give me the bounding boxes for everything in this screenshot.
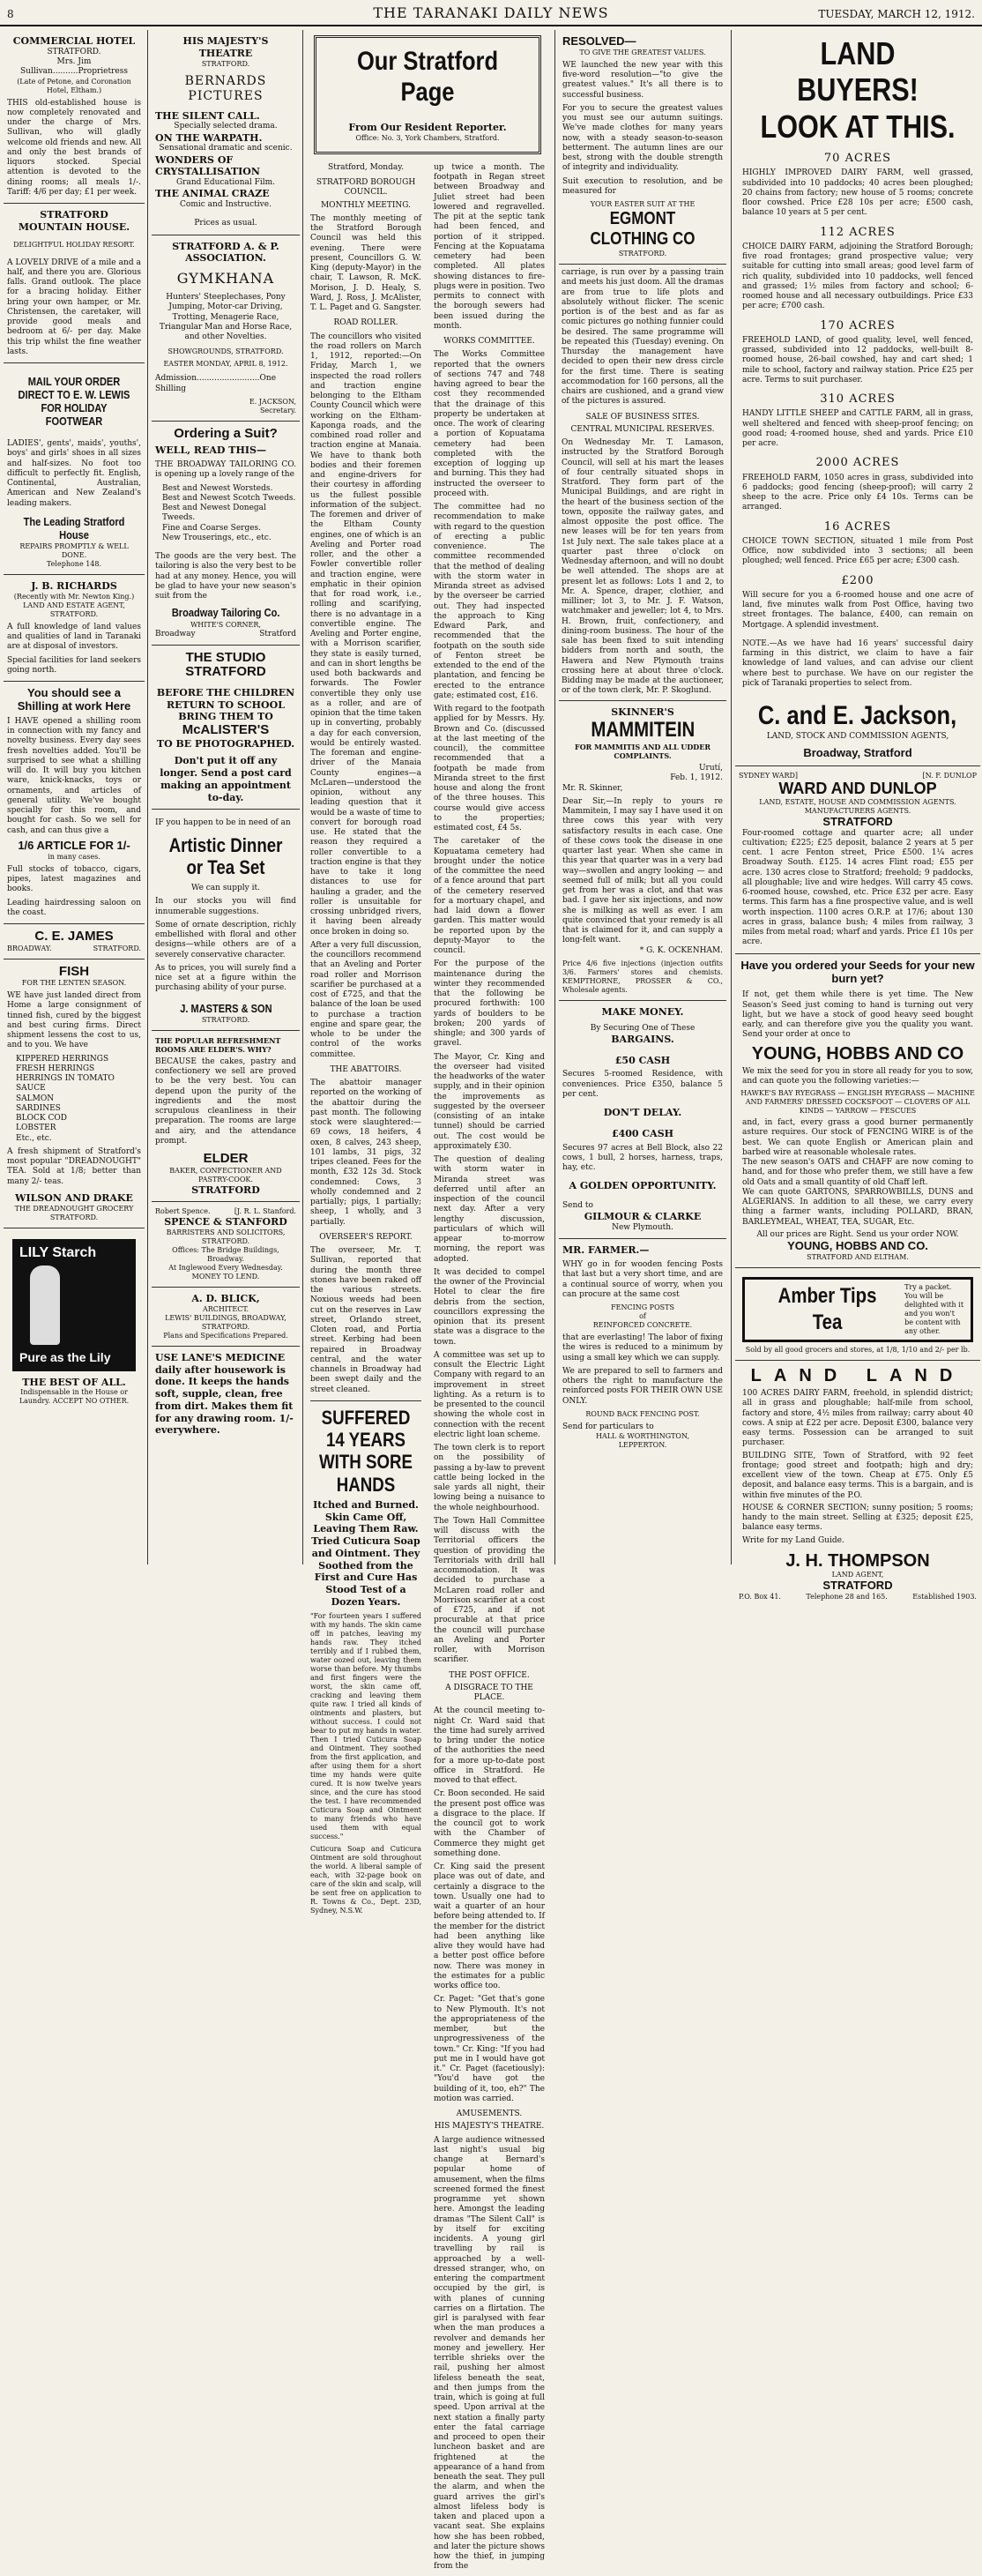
programme-item: Grand Educational Film.	[175, 178, 276, 187]
young-text4: The new season's OATS and CHAFF are now coming to hand, and for those who prefer them, we still have a few old Oats and a small quantity of old Chaff left.	[742, 1158, 973, 1187]
suit-text: THE BROADWAY TAILORING CO. is opening up a lovely range of the	[155, 460, 296, 480]
thompson-ad	[735, 1361, 980, 1607]
jackson-sub: LAND, STOCK AND COMMISSION AGENTS,	[766, 731, 949, 741]
fish-item: SARDINES	[16, 1103, 61, 1113]
fish-item: BLOCK COD	[16, 1114, 67, 1124]
fish-item: LOBSTER	[16, 1124, 56, 1133]
spence-money: MONEY TO LEND.	[191, 1273, 260, 1281]
spence-at: At Inglewood Every Wednesday.	[168, 1264, 283, 1273]
money-h: Secures 97 acres at Bell Block, also 22 cows, 1 bull, 2 horses, harness, traps, hay, etc.	[562, 1143, 723, 1173]
cuticura-sub: Itched and Burned. Skin Came Off, Leaving Them Raw. Tried Cuticura Soap and Ointment. They Soothed from the First and Cure Has Stood Test of a Dozen Years.	[311, 1498, 420, 1608]
money-k: GILMOUR & CLARKE	[584, 1211, 702, 1223]
land-buyers-title: LAND BUYERS! LOOK AT THIS.	[760, 35, 956, 145]
lewis-shop: The Leading Stratford House	[23, 514, 125, 541]
mammitein-price: Price 4/6 five injections (injection outfits 3/6. Farmers' stores and chemists. KEMPTHORNE, PROSSER & CO., Wholesale agents.	[562, 959, 723, 994]
thompson-b: BUILDING SITE, Town of Stratford, with 92 feet frontage; good street and footpath; high and dry; excellent view of the town. Cheap at £75. Only £5 deposit, and balance easy terms. This is a bargain, and is within five minutes of the P.O.	[742, 1451, 973, 1500]
farmer-title: MR. FARMER.—	[562, 1244, 650, 1257]
egmont-name: EGMONT CLOTHING CO	[590, 209, 696, 250]
cuticura-title: SUFFERED 14 YEARS WITH SORE HANDS	[319, 1406, 413, 1496]
article-para: On Wednesday Mr. T. Lamason, instructed by the Stratford Borough Council, will sell at his mart the leases of four centrally situated shops in Stratford. They form part of the Municipal Buildings, and are right in the heart of the business section of the town, opposite the railway gates, and almost opposite the post office. The new leases will be for ten years from 1st July next. The sale takes place at a quarter past three o'clock on Wednesday afternoon, and will no doubt be well attended. The shops are at present let as follows: Lots 1 and 2, to Mr. A. Spence, draper, clothier, and milliner; lot 3, to Mr. J. F. Watson, watchmaker and jeweller; lot 4, to Mrs. H. Brown, fruit, confectionery, and dining-room business. The hour of the sale has been fixed to suit intending bidders from north and south, the Hawera and New Plymouth trains crossing here at about three o'clock. Bidding may be made at the auctioneer, or of the town clerk, Mr. P. Skoglund.	[562, 438, 724, 696]
young-name2: YOUNG, HOBBS AND CO.	[787, 1239, 928, 1253]
column-rule	[554, 30, 555, 1564]
programme-item: WONDERS OF CRYSTALLISATION	[155, 153, 260, 178]
james-right: STRATFORD.	[93, 944, 141, 952]
young-text5: We can quote GARTONS, SPARROWBILLS, DUNS and ALGERIANS. In addition to all these, we carry every thing a farmer wants, including POLLARD, BRAN, BARLEYMEAL, WHEAT, TEA, SUGAR, Etc.	[742, 1187, 973, 1227]
ward-left: SYDNEY WARD]	[739, 771, 798, 780]
lot-heading: £200	[841, 573, 874, 587]
masthead	[0, 0, 982, 26]
richards-special: Special facilities for land seekers going north.	[7, 655, 141, 675]
lot-text: CHOICE TOWN SECTION, situated 1 mile from Post Office, now subdivided into 3 sections; all been ploughed; well fenced. Price £65 per acre; £300 cash.	[742, 536, 973, 566]
farmer-text3: We are prepared to sell to farmers and others the right to manufacture the reinforced posts FOR THEIR OWN USE ONLY.	[562, 1366, 723, 1406]
lily-starch-ad	[4, 1228, 145, 1412]
spence-stanford-ad	[152, 1202, 300, 1288]
lot-text: CHOICE DAIRY FARM, adjoining the Stratford Borough; five road frontages; grand prospective value; very suitable for cutting into small areas; good level farm of rich quality, subdivided into 10 paddocks, well fenced and grassed; 1½ miles from factory and school; 6-roomed house and all necessary outbuildings. Price £33 per acre; £700 cash.	[742, 242, 973, 311]
shilling-room-ad	[4, 682, 145, 924]
skinner-head: SKINNER'S	[611, 706, 674, 718]
article-para: With regard to the footpath applied for by Messrs. Hy. Brown and Co. (discussed at the last meeting of the council), the committee recommended that a footpath be made from Miranda street to the first house and along the front of the three houses. This course would give access to the properties; estimated cost, £4 5s.	[434, 705, 545, 833]
column-rule	[147, 30, 148, 1564]
cuticura-text2: Cuticura Soap and Cuticura Ointment are sold throughout the world. A liberal sample of each, with 32-page book on care of the skin and scalp, will be sent free on application to R. Towns & Co., Dept. 23D, Sydney, N.S.W.	[310, 1844, 421, 1915]
resolved-text3: Suit execution to resolution, and be measured for	[562, 176, 723, 196]
studio-a: BEFORE THE CHILDREN RETURN TO SCHOOL BRING THEM TO	[156, 686, 295, 723]
article-para: The councillors who visited the road rollers on March 1, 1912, reported:—On Friday, March 1, we inspected the road rollers and traction engine belonging to the Eltham County Council which were working on the Eltham-Kaponga roads, and the combined road roller and traction engine at Manaia. We have to thank both bodies and their foremen and engine-drivers for their courtesy in affording us the fullest possible information of the subject. The foremen and driver of the Eltham County engines, one of which is an Aveling and Porter road roller, and the other a Fowler convertible roller and traction engine, were emphatic in their opinion that for road work, i.e., rolling and scarifying, there is no advantage in a convertible engine. The Aveling and Porter engine, with a Morrison scarifier, they state is easily turned, and can in short lengths be used both backwards and forwards. The Fowler convertible they only use as a roller, and are of opinion that the time taken up in converting, probably a day for each conversion, would be entirely wasted. The foreman and engine-driver of the Manaia County engines—a McLaren—understood the opinion, without any leading question that it would be a waste of time to convert for borough road use. He stated that the reason they required a roller convertible to a traction engine is that they have to take it long distances to use for hauling a grader, and the roller is unsuitable for crossing unbridged rivers, it having been already once broken in doing so.	[310, 332, 421, 937]
article-para: For the purpose of the maintenance during the winter they recommended that the following be procured forthwith: 100 yards of boulders to be broken; 200 yards of shingle; and 300 yards of gravel.	[434, 959, 545, 1049]
young-place: STRATFORD AND ELTHAM.	[807, 1253, 909, 1262]
cuticura-ad	[310, 1400, 421, 1915]
money-d: £50 CASH	[614, 1054, 671, 1066]
blick-ad	[152, 1288, 300, 1347]
elder-place: STRATFORD	[191, 1183, 260, 1196]
newspaper-title: THE TARANAKI DAILY NEWS	[373, 4, 609, 21]
blick-plans: Plans and Specifications Prepared.	[163, 1331, 288, 1340]
farmer-text2: that are everlasting! The labor of fixing the wires is reduced to a minimum by using a small key which we can supply.	[562, 1333, 723, 1363]
spence-offices: Offices: The Bridge Buildings, Broadway.	[172, 1246, 279, 1264]
money-i: A GOLDEN OPPORTUNITY.	[569, 1180, 717, 1192]
article-para: It was decided to compel the owner of the Provincial Hotel to clear the fire debris from the section, councillors expressing the opinion that its present state was a disgrace to the town.	[434, 1267, 545, 1347]
ward-dunlop-ad	[735, 766, 980, 954]
mammitein-name: MAMMITEIN	[591, 718, 695, 743]
elder-name: ELDER	[203, 1151, 249, 1167]
elder-text: BECAUSE the cakes, pastry and confectionery we sell are proved to be the very best. You can depend upon the purity of the ingredients and the most scrupulous cleanliness in their preparation. The rooms are large and airy, and the attendance prompt.	[155, 1057, 296, 1146]
fish-item: HERRINGS IN TOMATO SAUCE	[16, 1074, 115, 1094]
article-para: The abattoir manager reported on the working of the abattoir during the past month. The following stock were slaughtered:—69 cows, 18 heifers, 4 oxen, 8 calves, 243 sheep, 101 lambs, 31 pigs, 32 tripes cleaned. Fees for the month, £32 12s 3d. Stock condemned: Cows, 3 wholly condemned and 2 partially; pigs, 1 partially; sheep, 1 wholly, and 3 partially.	[310, 1079, 421, 1227]
hotel-place: STRATFORD.	[47, 47, 101, 56]
fish-ad	[4, 959, 145, 1228]
gymkhana-where: SHOWGROUNDS, STRATFORD.	[167, 347, 284, 356]
dateline: Stratford, Monday.	[328, 162, 404, 172]
lot-heading: 310 ACRES	[820, 392, 896, 407]
resolved-text2: For you to secure the greatest values you must see our autumn suitings. We've made clothes for many years now, with a steady season-to-season betterment. The autumn lines are our best, strong with the double strength of integrity and individuality.	[562, 103, 723, 173]
lot-heading: 16 ACRES	[823, 519, 892, 534]
mountain-name: STRATFORD MOUNTAIN HOUSE.	[18, 209, 130, 233]
richards-role: LAND AND ESTATE AGENT,	[23, 601, 125, 609]
article-para: The committee had no recommendation to make with regard to the question of erecting a public convenience. The committee recommended that the method of dealing with the storm water in Miranda street as advised by the overseer be carried out. They had inspected the approach to King Edward Park, and recommended that the footpath on the south side of Fenton street be extended to the end of the plantation, and fencing be erected to the entrance gate; estimated cost, £16.	[434, 503, 545, 700]
sale-heading: SALE OF BUSINESS SITES.	[585, 412, 700, 422]
masters-lead: IF you happen to be in need of an	[155, 818, 291, 828]
suit-shop: Broadway Tailoring Co.	[171, 606, 280, 620]
lewis-footwear-ad	[4, 363, 145, 575]
gymkhana-secretary: E. JACKSON,	[249, 397, 296, 406]
page-number: 8	[7, 8, 14, 20]
money-l: New Plymouth.	[612, 1223, 673, 1233]
james-left: BROADWAY.	[7, 944, 52, 952]
farmer-b: of	[639, 1312, 646, 1321]
article-para: The caretaker of the Kopuatama cemetery had brought under the notice of the committee the need of a fence around that part of the cemetery reserved for a mortuary chapel, and had laid down a flower garden. This matter would be reported upon by the deputy-Mayor to the council.	[434, 837, 545, 955]
lane-medicine-ad	[152, 1347, 300, 1442]
money-j: Send to	[562, 1201, 593, 1211]
theatre-prices: Prices as usual.	[194, 219, 257, 228]
thompson-title: LAND LAND	[750, 1366, 965, 1386]
reserves-heading: CENTRAL MUNICIPAL RESERVES.	[570, 424, 715, 434]
theatre-place: STRATFORD.	[201, 59, 250, 68]
shilling-stock: Full stocks of tobacco, cigars, pipes, latest magazines and books.	[7, 864, 141, 894]
lot-heading: 112 ACRES	[820, 225, 896, 239]
thompson-name: J. H. THOMPSON	[785, 1550, 930, 1571]
thompson-a: 100 ACRES DAIRY FARM, freehold, in splendid district; all in grass and ploughable; half-mile from school, factory and store, 4½ miles from railway; carry about 40 cows. A snip at £22 per acre. Deposit £300, balance very easy terms. Possession can be arranged to suit purchaser.	[742, 1389, 973, 1448]
fish-list	[16, 1055, 141, 1144]
hotel-proprietor: Mrs. Jim Sullivan..........Proprietress	[20, 57, 128, 77]
lot-heading: 70 ACRES	[823, 152, 892, 166]
article-para: A committee was set up to consult the Electric Light Company with regard to an improvement in street lighting. As a return is to be presented to the council showing the whole cost in connection with the recent electric light loan scheme.	[434, 1350, 545, 1439]
amusements-heading: AMUSEMENTS.	[456, 2109, 523, 2118]
suit-item: Fine and Coarse Serges.	[162, 523, 262, 533]
elder-sub: BAKER, CONFECTIONER AND PASTRY-COOK.	[169, 1166, 282, 1183]
lot-text: HANDY LITTLE SHEEP and CATTLE FARM, all in grass, well sheltered and fenced with sheep-proof fencing; on good road; 4-roomed house, shed and yards. Price £10 per acre.	[742, 409, 973, 449]
farmer-a: FENCING POSTS	[611, 1303, 674, 1312]
fish-shop-sub: THE DREADNOUGHT GROCERY	[14, 1204, 134, 1213]
article-para: The monthly meeting of the Stratford Borough Council was held this evening. There were present, Councillors G. W. King (deputy-Mayor) in the chair, T. Lawson, R. McK. Morison, J. D. Healy, S. Ward, J. Ross, J. McAlister, T. L. Paget and G. Sangster.	[310, 213, 421, 312]
studio-name: McALISTER'S	[182, 722, 270, 737]
studio-c: Don't put it off any longer. Send a post card making an appointment to-day.	[160, 755, 292, 803]
column-rule	[302, 30, 303, 1564]
suit-title: Ordering a Suit?	[174, 425, 278, 441]
theatre-name: HIS MAJESTY'S THEATRE	[182, 35, 269, 59]
spence-sub: BARRISTERS AND SOLICITORS, STRATFORD.	[166, 1228, 286, 1246]
fish-sub: FOR THE LENTEN SEASON.	[21, 979, 127, 988]
article-para: The Mayor, Cr. King and the overseer had visited the headworks of the water supply, and in their opinion the improvements as suggested by the overseer (consisting of an intake tunnel) should be carried out. The cost would be approximately £30.	[434, 1052, 545, 1151]
spence-name: SPENCE & STANFORD	[164, 1216, 287, 1228]
article-para: up twice a month. The footpath in Regan street between Broadway and Juliet street had been lowered and regravelled. The pit at the septic tank had been fenced, and portion of it stripped. Fencing at the Kopuatama cemetery had been completed. All plates showing distances to fire-plugs were in position. Two permits to connect with the borough sewers had been issued during the month.	[434, 162, 545, 331]
woman-figure-icon	[30, 1266, 60, 1345]
article-para: The town clerk is to report on the possibility of passing a by-law to prevent cattle being locked in the sale yards all night, their lowing being a nuisance to the whole neighbourhood.	[434, 1444, 545, 1512]
lewis-text: LADIES', gents', maids', youths', boys' and girls' shoes in all sizes and half-sizes. No foot too difficult to perfectly fit. English, Continental, Australian, American and New Zealand's leading makers.	[7, 439, 141, 508]
lot-heading: 170 ACRES	[820, 318, 896, 332]
post-office-subheading: A DISGRACE TO THE PLACE.	[445, 1683, 533, 1702]
richards-sub: (Recently with Mr. Newton King.)	[13, 592, 135, 601]
suit-item: Best and Newest Donegal Tweeds.	[162, 504, 266, 523]
column-1	[4, 30, 145, 1564]
farmer-f: HALL & WORTHINGTON,	[595, 1432, 690, 1441]
mammitein-text: Dear Sir,—In reply to yours re Mammitein, I may say I have used it on three cows this year with very satisfactory results in each case. One of these cows took the disease in one quarter last year. When she came in this year that quarter was in a very bad way—swollen and angry looking — and seemed full of milk; but all you could get from her was a clot, and that was bad. I gave her six injections, and now she is milking as well as ever. I am quite convinced that your remedy is all that is claimed for it, and can supply a long-felt want.	[562, 796, 723, 945]
ward-sub2: MANUFACTURERS AGENTS.	[804, 806, 911, 815]
gymkhana-org: STRATFORD A. & P. ASSOCIATION.	[172, 240, 279, 265]
fish-item: KIPPERED HERRINGS	[16, 1054, 109, 1064]
programme-item: Comic and Instructive.	[180, 200, 272, 209]
commercial-hotel-ad	[4, 30, 145, 204]
article-para: carriage, is run over by a passing train and meets his just doom. All the dramas are from true to life plots and absolutely without flicker. The scenic portion is of the best and as far as comic pictures go nothing funnier could be desired. The same programme will be repeated this (Tuesday) evening. On Thursday the management have decided to open their new dress circle for the first time. There is seating accommodation for 160 persons, all the chairs are cushioned, and a grand view of the pictures is assured.	[562, 268, 724, 407]
fish-item: SALMON	[16, 1094, 55, 1103]
banner-reporter: From Our Resident Reporter.	[348, 122, 507, 133]
studio-ad	[152, 646, 300, 810]
young-text3: and, in fact, every grass a good burner permanently asture requires. Our stock of FENCING WIRE is of the best. We can quote English or American plain and barbed wire at reasonable wholesale rates.	[742, 1118, 973, 1157]
gymkhana-text: Hunters' Steeplechases, Pony Jumping, Motor-car Driving, Trotting, Menagerie Race, Triangular Man and Horse Race, and other Novelties.	[159, 293, 293, 341]
money-b: By Securing One of These	[590, 1023, 696, 1033]
lot-text: FREEHOLD LAND, of good quality, level, well fenced, grassed, subdivided into 12 paddocks, well-built 8-roomed house, 26-bail cowshed, hay and cart shed; 1 mile to school, factory and railway station. Price £25 per acre. Terms to suit purchaser.	[742, 335, 973, 385]
amber-tips-ad	[735, 1268, 980, 1361]
column-2	[152, 30, 300, 1564]
young-text: If not, get them while there is yet time. The New Season's Seed just coming to hand is turning out very light, but we have a stock of good heavy seed bought early, and can therefore give you the quality you want. Send your order at once to	[742, 990, 973, 1040]
lily-top: LILY Starch	[19, 1244, 97, 1260]
masters-place: STRATFORD.	[201, 1015, 250, 1024]
thompson-role: LAND AGENT,	[831, 1570, 884, 1579]
james-ad	[4, 924, 145, 959]
james-name: C. E. JAMES	[34, 929, 114, 945]
overseer-heading: OVERSEER'S REPORT.	[319, 1232, 413, 1242]
suit-item: New Trouserings, etc., etc.	[162, 533, 272, 542]
richards-place: STRATFORD.	[49, 609, 99, 618]
meeting-heading: MONTHLY MEETING.	[320, 200, 412, 210]
suit-text2: The goods are the very best. The tailoring is also the very best to be had at any money. Hence, you will be glad to have your new season's suit from the	[155, 552, 296, 601]
suit-list	[162, 484, 296, 544]
hotel-previous: (Late of Petone, and Coronation Hotel, Eltham.)	[17, 77, 131, 94]
masters-text2: Some of ornate description, richly embellished with floral and other designs—while others are of a severely conservative character.	[155, 920, 296, 959]
masters-ad	[152, 810, 300, 1031]
hotel-text: THIS old-established house is now completely renovated and under the charge of Mrs. Sullivan, who will gladly welcome old friends and new. All and only the best brands of liquors stocked. Special attention is devoted to the dining rooms; all meals 1/-. Tariff: 4/6 per day; £1 per week.	[7, 98, 141, 197]
suit-left: Broadway	[155, 629, 196, 638]
article-para: At the council meeting to-night Cr. Ward said that the time had surely arrived to bring under the notice of the authorities the need for a more up-to-date post office in Stratford. He moved to that effect.	[434, 1706, 545, 1785]
article-right	[431, 160, 547, 2576]
jackson-place: Broadway, Stratford	[803, 745, 912, 759]
cuticura-text: "For fourteen years I suffered with my hands. The skin came off in patches, leaving my hands raw. They itched terribly and if I rubbed them, water oozed out, leaving them worse than before. My thumbs and first fingers were the worst, the skin came off, cracking and leaving them quite raw. I tried all kinds of ointments and plasters, but without success. I could not bear to put my hands in water. Then I tried Cuticura Soap and Ointment. They soothed from the first application, and after using them for a short time my hands were quite cured. It is now twelve years since, and the cure has stood the test. I have recommended Cuticura Soap and Ointment to many friends who have used them with equal success."	[310, 1611, 421, 1841]
lily-bottom: Pure as the Lily	[19, 1350, 111, 1365]
land-buyers-ad	[735, 30, 980, 766]
mammitein-ad	[559, 700, 726, 1001]
young-name: YOUNG, HOBBS AND CO	[751, 1043, 964, 1064]
elder-ad	[152, 1031, 300, 1203]
lily-tag: THE BEST OF ALL.	[22, 1376, 126, 1388]
thompson-established: Established 1903.	[912, 1592, 977, 1601]
programme-item: Specially selected drama.	[174, 122, 278, 131]
mammitein-signature: * G. K. OCKENHAM.	[639, 945, 723, 955]
richards-ad	[4, 575, 145, 682]
fencing-posts-ad	[559, 1239, 726, 1455]
column-5	[735, 30, 980, 1601]
masters-text3: As to prices, you will surely find a nice set at a figure within the purchasing ability of your purse.	[155, 963, 296, 993]
ward-text: Four-roomed cottage and quarter acre; all under cultivation; £225; £25 deposit, balance 2 years at 5 per cent. 1 acre Fenton street, Price £500. 1¼ acres Broadway South. £125. 14 acres Flint road; £55 per acre. 130 acres close to Stratford; freehold; 9 paddocks, all ploughable; live and wire hedges. Will carry 45 cows. 6-roomed house, cowshed, etc. Price £32 per acre. Easy terms. This farm has a fine prospective value, and is well worth inspection. 1100 acres O.R.P. at 17/6; about 130 acres in grass, balance bush; 4 miles from railway, 3 miles from metal road; wharf and yards. Price £1 10s per acre.	[742, 828, 973, 947]
broadway-tailoring-ad	[152, 422, 300, 646]
suit-item: Best and Newest Scotch Tweeds.	[162, 493, 296, 503]
shilling-price: 1/6 ARTICLE FOR 1/-	[18, 838, 130, 852]
article-para: The Works Committee reported that the owners of sections 747 and 748 having agreed to bear the cost they recommended that the drainage of this property be undertaken at once. The work of clearing a portion of Kopuatama cemetery had been completed with the exception of logging up and burning. This they had instructed the overseer to proceed with.	[434, 350, 545, 498]
lewis-title: MAIL YOUR ORDER DIRECT TO E. W. LEWIS FOR HOLIDAY FOOTWEAR	[18, 375, 130, 428]
gymkhana-ad	[152, 235, 300, 422]
article-para: After a very full discussion, the councillors recommend that an Aveling and Porter road roller and Morrison scarifier be purchased at a cost of £725, and that the balance of the loan be used to purchase a traction engine and spare gear, the whole to be under the control of the works committee.	[310, 940, 421, 1059]
fish-tea: A fresh shipment of Stratford's most popular "DREADNOUGHT" TEA. Sold at 1/8; better than many 2/- teas.	[7, 1146, 141, 1186]
programme-item: THE SILENT CALL.	[155, 109, 260, 122]
lot-heading: 2000 ACRES	[815, 456, 900, 470]
farmer-c: REINFORCED CONCRETE.	[592, 1321, 693, 1330]
mammitein-date: Feb. 1, 1912.	[670, 773, 723, 783]
hotel-name: COMMERCIAL HOTEL	[12, 35, 136, 47]
mammitein-to: Mr. R. Skinner,	[562, 783, 623, 793]
farmer-g: LEPPERTON.	[618, 1441, 667, 1450]
banner-office: Office: No. 3, York Chambers, Stratford.	[355, 133, 500, 142]
lily-tag2: Indispensable in the House or Laundry. ACCEPT NO OTHER.	[19, 1388, 130, 1406]
roller-heading: ROAD ROLLER.	[333, 318, 398, 328]
thompson-place: STRATFORD	[822, 1578, 893, 1592]
lot-text: Will secure for you a 6-roomed house and one acre of land, five minutes walk from Post Office, having two street frontages. The balance, £400, can remain on Mortgage. A splendid investment.	[742, 590, 973, 630]
young-text6: All our prices are Right. Send us your order NOW.	[756, 1229, 959, 1239]
post-office-heading: THE POST OFFICE.	[449, 1670, 530, 1680]
farmer-e: Send for particulars to	[562, 1422, 654, 1431]
article-para: Cr. King said the present place was out of date, and certainly a disgrace to the town. Usually one had to wait a quarter of an hour before being attended to. If the member for the district had been anything like alive they would have had a better post office before now. There was money in the estimates for a public works office too.	[434, 1863, 545, 1990]
article-para: The Town Hall Committee will discuss with the Territorial officers the question of providing the Territorials with drill hall accommodation. It was decided to purchase a McLaren road roller and Morrison scarifier at a cost of £725, and if not procurable at that price the council will purchase an Aveling and Porter roller, with Morrison scarifier.	[434, 1516, 545, 1665]
money-c: BARGAINS.	[611, 1033, 674, 1045]
young-title: Have you ordered your Seeds for your new burn yet?	[740, 958, 975, 985]
fish-item: FRESH HERRINGS	[16, 1064, 95, 1073]
thompson-box: P.O. Box 41.	[739, 1592, 781, 1601]
banner-title: Our Stratford Page	[356, 47, 499, 107]
mammitein-place: Urutí,	[698, 764, 723, 773]
lewis-telephone: Telephone 148.	[46, 560, 102, 568]
article-para: Cr. Paget: "Get that's gone to New Plymouth. It's not the appropriateness of the member, but the unprogressiveness of the town." Cr. King: "If you had put me in I would have got it." Cr. Paget (facetiously): "You'd have got the building of it, too, eh?" The motion was carried.	[434, 1995, 545, 2103]
article-para: The question of dealing with storm water in Miranda street was deferred until after an inspection of the council next day. After a very lengthy discussion, particulars of which will appear to-morrow morning, the report was adopted.	[434, 1155, 545, 1264]
shilling-saloon: Leading hairdressing saloon on the coast.	[7, 898, 141, 917]
abattoir-heading: THE ABATTOIRS.	[330, 1064, 402, 1074]
blick-address: LEWIS' BUILDINGS, BROADWAY, STRATFORD.	[165, 1313, 286, 1331]
gymkhana-when: EASTER MONDAY, APRIL 8, 1912.	[163, 360, 288, 369]
gymkhana-secretary-title: Secretary.	[259, 406, 296, 414]
blick-name: A. D. BLICK,	[191, 1293, 260, 1305]
studio-title: THE STUDIO STRATFORD	[185, 649, 266, 680]
money-a: MAKE MONEY.	[601, 1005, 684, 1018]
council-heading: STRATFORD BOROUGH COUNCIL.	[316, 178, 416, 198]
spence-right: [J. R. L. Stanford.	[234, 1207, 296, 1216]
programme-item: THE ANIMAL CRAZE	[155, 188, 270, 200]
masters-supply: We can supply it.	[191, 884, 260, 893]
majestys-heading: HIS MAJESTY'S THEATRE.	[434, 2122, 545, 2132]
farmer-text: WHY go in for wooden fencing Posts that last but a very short time, and are a continual source of worry, when you can procure at the same cost	[562, 1260, 723, 1299]
suit-lead: WELL, READ THIS—	[155, 444, 266, 457]
thompson-d: Write for my Land Guide.	[742, 1535, 844, 1545]
money-g: £400 CASH	[611, 1127, 674, 1139]
suit-item: Best and Newest Worsteds.	[162, 483, 273, 493]
works-heading: WORKS COMMITTEE.	[443, 337, 535, 346]
article-left	[308, 160, 424, 2576]
gilmour-clarke-ad	[559, 1001, 726, 1240]
masters-title: Artistic Dinner or Tea Set	[168, 833, 283, 878]
issue-date: TUESDAY, MARCH 12, 1912.	[818, 8, 975, 20]
stratford-page-banner	[314, 35, 541, 154]
young-text2: We mix the seed for you in store all ready for you to sow, and can quote you the following varieties:—	[742, 1066, 973, 1086]
fish-text: WE have just landed direct from Home a large consignment of tinned fish, cured by the biggest and best curing firms. Direct shipment lessens the cost to us, and to you. We have	[7, 991, 141, 1050]
column-3	[305, 30, 550, 2572]
spence-left: Robert Spence.	[155, 1207, 211, 1216]
mountain-text: A LOVELY DRIVE of a mile and a half, and there you are. Glorious falls. Grand outlook. The place for a bracing holiday. Either bring your own hamper, or Mr. Christensen, the caretaker, will provide good meals and bedroom at 6/- per day. Make this trip whilst the fine weather lasts.	[7, 258, 141, 356]
lot-text: HIGHLY IMPROVED DAIRY FARM, well grassed, subdivided into 10 paddocks; 40 acres been ploughed; 20 chains from factory; new house of 5 rooms; concrete floor cowshed. Price £28 10s per acre; £500 cash, balance 10 years at 5 per cent.	[742, 168, 973, 218]
lane-text: USE LANE'S MEDICINE daily after housework is done. It keeps the hands soft, supple, clean, free from dirt. Makes them fit for any drawing room. 1/- everywhere.	[155, 1351, 294, 1437]
masters-name: J. MASTERS & SON	[179, 1001, 272, 1015]
richards-text: A full knowledge of land values and qualities of land in Taranaki are at disposal of investors.	[7, 622, 141, 652]
suit-corner: WHITE'S CORNER,	[190, 620, 261, 629]
gymkhana-admission: Admission.........................One Shilling	[155, 374, 277, 393]
shilling-many: in many cases.	[48, 852, 100, 861]
article-para: A large audience witnessed last night's usual big change at Bernard's popular home of amusement, when the films screened formed the finest programme yet shown here. Amongst the leading dramas "The Silent Call" is by itself for exciting incidents. A young girl travelling by rail is approached by a well-dressed stranger, who, on entering the compartment occupied by the girl, is with planes of cunning carries on a flirtation. The girl is paralysed with fear when the man produces a revolver and demands her money and jewellery. Her terrible shrieks over the rail, pushing her almost lifeless beneath the seat, and then jumps from the train, which is going at full speed. Upon arrival at the next station a finally party enter the fatal carriage and proceed to open their luncheon basket and are frightened at the appearance of a hand from beneath the seat. They pull the alarm, and when the guard arrives the girl's almost lifeless body is taken and placed upon a vacant seat. She explains how she has been robbed, and later the picture shows how the thief, in jumping from the	[434, 2135, 545, 2572]
lot-text: FREEHOLD FARM, 1050 acres in grass, subdivided into 6 paddocks; good fencing (sheep-proof); will carry 2 sheep to the acre. Price only £4 10s. Terms can be arranged.	[742, 473, 973, 512]
money-f: DON'T DELAY.	[603, 1107, 682, 1119]
mammitein-sub: FOR MAMMITIS AND ALL UDDER COMPLAINTS.	[575, 743, 710, 761]
thompson-c: HOUSE & CORNER SECTION; sunny position; 5 rooms; handy to the main street. Selling at £325; deposit £25, balance easy terms.	[742, 1503, 973, 1533]
theatre-programme	[155, 110, 296, 211]
jackson-name: C. and E. Jackson,	[758, 701, 957, 731]
richards-name: J. B. RICHARDS	[31, 580, 117, 592]
article-continued	[559, 265, 726, 700]
resolved-easter: YOUR EASTER SUIT AT THE	[590, 200, 696, 209]
suit-right: Stratford	[259, 629, 296, 638]
article-para: Cr. Boon seconded. He said the present post office was a disgrace to the place. If the council got to work with the Chamber of Commerce they might get something done.	[434, 1789, 545, 1858]
fish-shop-place: STRATFORD.	[49, 1213, 99, 1221]
fish-shop: WILSON AND DRAKE	[15, 1191, 133, 1204]
programme-item: ON THE WARPATH.	[155, 131, 263, 144]
ward-sub: LAND, ESTATE, HOUSE AND COMMISSION AGENTS.	[759, 797, 956, 806]
masters-text: In our stocks you will find innumerable suggestions.	[155, 897, 296, 916]
fish-item: Etc., etc.	[16, 1133, 52, 1143]
land-note: NOTE.—As we have had 16 years' successful dairy farming in this district, we claim to have a fair knowledge of land values, and can advise our client where best to purchase. We have on our register the pick of Taranaki properties to select from.	[742, 638, 973, 688]
amber-name: Amber Tips Tea	[777, 1284, 877, 1335]
column-4	[559, 30, 726, 1564]
mountain-house-ad	[4, 204, 145, 363]
lily-starch-illustration	[12, 1239, 136, 1371]
elder-head: THE POPULAR REFRESHMENT ROOMS ARE ELDER'S. WHY?	[155, 1035, 281, 1054]
article-para: The overseer, Mr. T. Sullivan, reported that during the month three stones have been raked off the various streets. Noxious weeds had been cut on the reserves in Law street, Orlando street, Cloten road, and Portia street. Kerbing had been repaired in Broadway central, and the water channels in Broadway had been swept daily and the street cleaned.	[310, 1246, 421, 1394]
blick-role: ARCHITECT.	[202, 1304, 249, 1313]
egmont-clothing-ad	[559, 30, 726, 265]
programme-item: Sensational dramatic and scenic.	[159, 144, 293, 153]
shilling-text: I HAVE opened a shilling room in connection with my fancy and novelty business. Every day sees fresh novelties added. You'll be surprised to see what a shilling will do. It will buy you kitchen ware, knick-knacks, toys or ornaments, and articles of general utility. We've bought specially for this room, and bought for cash. So we sell for cash, and can thus give a	[7, 716, 141, 835]
resolved-sub: TO GIVE THE GREATEST VALUES.	[579, 48, 706, 56]
ward-place: STRATFORD	[822, 814, 893, 828]
shilling-title: You should see a Shilling at work Here	[17, 686, 131, 713]
thompson-telephone: Telephone 28 and 165.	[806, 1592, 888, 1601]
fish-title: FISH	[58, 963, 90, 979]
amber-side: Try a packet. You will be delighted with it and you won't be content with any other.	[904, 1283, 964, 1336]
ward-name: WARD AND DUNLOP	[778, 779, 937, 797]
resolved-text: WE launched the new year with this five-word resolution—"to give the greatest values." It's all there is to successful business.	[562, 60, 723, 100]
column-rule	[731, 30, 732, 1564]
egmont-place: STRATFORD.	[618, 250, 667, 258]
mountain-sub: DELIGHTFUL HOLIDAY RESORT.	[13, 240, 135, 249]
lewis-repairs: REPAIRS PROMPTLY & WELL DONE.	[19, 542, 129, 559]
theatre-title: BERNARDS PICTURES	[184, 73, 267, 103]
ward-right: [N. F. DUNLOP	[922, 771, 977, 780]
resolved-title: RESOLVED—	[562, 34, 636, 48]
amber-foot: Sold by all good grocers and stores, at 1/8, 1/10 and 2/- per lb.	[745, 1346, 971, 1355]
young-hobbs-ad	[735, 954, 980, 1269]
farmer-d: ROUND BACK FENCING POST.	[585, 1409, 700, 1418]
studio-b: TO BE PHOTOGRAPHED.	[156, 737, 295, 750]
theatre-ad	[152, 30, 300, 235]
gymkhana-title: GYMKHANA	[176, 270, 275, 287]
amber-tips-box	[742, 1277, 973, 1342]
money-e: Secures 5-roomed Residence, with conveniences. Price £350, balance 5 per cent.	[562, 1070, 723, 1099]
young-seeds: HAWKE'S BAY RYEGRASS — ENGLISH RYEGRASS — MACHINE AND FARMERS' DRESSED COCKSFOOT — CLOVERS OF ALL KINDS — YARROW — FESCUES	[740, 1089, 975, 1116]
